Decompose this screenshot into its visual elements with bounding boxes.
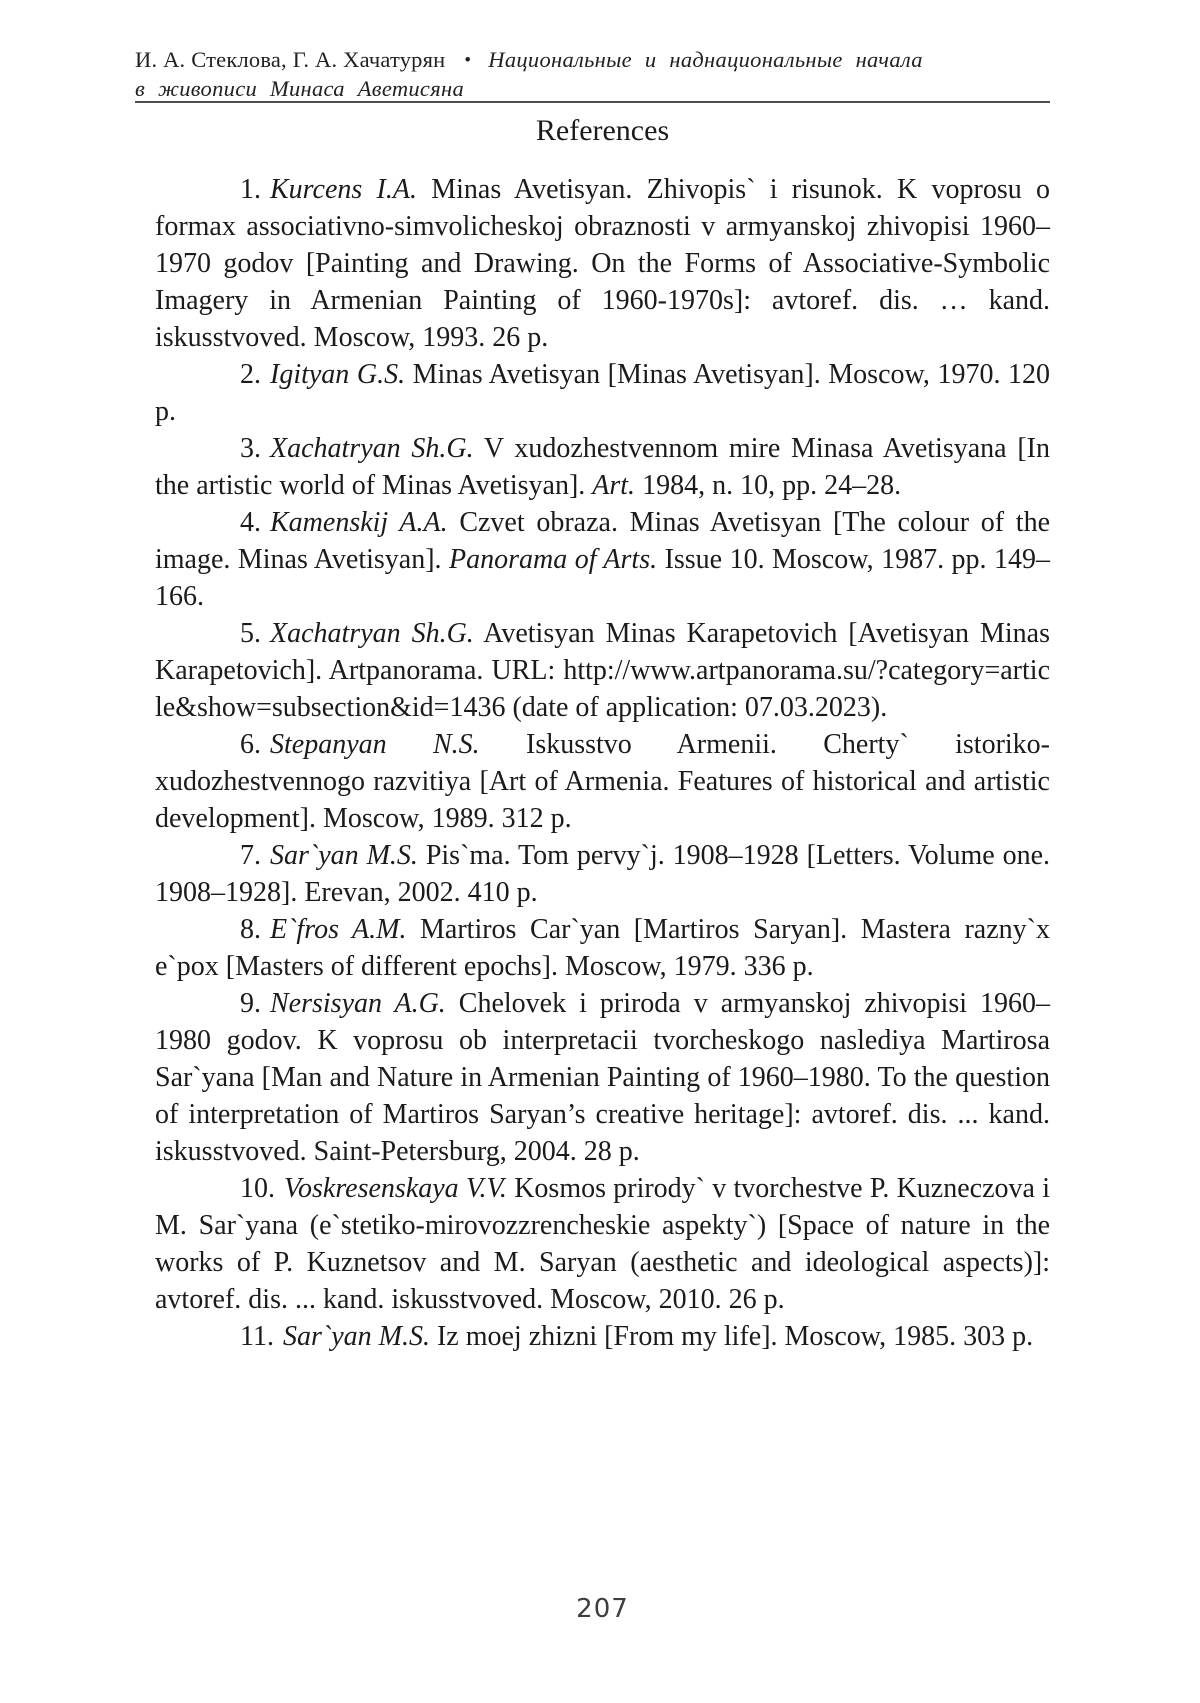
reference-author: Kurcens I.A. — [270, 174, 417, 205]
reference-text: Minas Avetisyan [Minas Avetisyan]. Moscow, 1970. 120 p. — [155, 359, 1050, 427]
reference-item — [155, 985, 1050, 1170]
reference-number: 4. — [240, 507, 261, 538]
reference-author: Voskresenskaya V.V. — [284, 1173, 507, 1204]
header-bullet-separator: • — [464, 50, 472, 71]
reference-number: 9. — [240, 988, 261, 1019]
reference-text: Iz moej zhizni [From my life]. Moscow, 1985. 303 p. — [429, 1321, 1034, 1352]
reference-item — [155, 430, 1050, 504]
reference-text: Czvet obraza. Minas Avetisyan [The colour of the image. Minas Avetisyan]. — [155, 507, 1050, 575]
reference-item — [155, 726, 1050, 837]
references-list — [155, 171, 1050, 1355]
reference-text: (date of application: 07.03.2023). — [505, 692, 888, 723]
reference-number: 6. — [240, 729, 261, 760]
reference-url: http://www.artpanorama.su/?category=article&show=subsection&id=1436 — [155, 655, 1050, 723]
reference-number: 11. — [240, 1321, 274, 1352]
journal-title: Art. — [592, 470, 636, 501]
reference-text: 1984, n. 10, pp. 24–28. — [635, 470, 902, 501]
running-header — [135, 46, 1050, 103]
reference-item — [155, 615, 1050, 726]
reference-number: 8. — [240, 914, 261, 945]
reference-item — [155, 504, 1050, 615]
reference-author: Stepanyan N.S. — [270, 729, 480, 760]
reference-text: Chelovek i priroda v armyanskoj zhivopisi 1960–1980 godov. K voprosu ob interpretacii tvorcheskogo naslediya Martirosa Sar`yana [Man and Nature in Armenian Painting of 1960–1980. To the question of interpretation of Martiros Saryan’s creative heritage]: avtoref. dis. ... kand. iskusstvoved. Saint-Petersburg, 2004. 28 p. — [155, 988, 1050, 1167]
reference-number: 2. — [240, 359, 261, 390]
reference-text: Pis`ma. Tom pervy`j. 1908–1928 [Letters. Volume one. 1908–1928]. Erevan, 2002. 410 p. — [155, 840, 1050, 908]
reference-author: Xachatryan Sh.G. — [270, 618, 474, 649]
reference-number: 5. — [240, 618, 261, 649]
header-work-title-line1: Национальные и наднациональные начала — [488, 47, 923, 72]
reference-item — [155, 1318, 1050, 1355]
reference-item — [155, 911, 1050, 985]
reference-author: Kamenskij A.A. — [270, 507, 448, 538]
section-title: References — [535, 114, 670, 147]
reference-text: Issue 10. Moscow, 1987. pp. 149–166. — [155, 544, 1051, 612]
reference-number: 10. — [240, 1173, 275, 1204]
reference-text: V xudozhestvennom mire Minasa Avetisyana [In the artistic world of Minas Avetisyan]. — [155, 433, 1050, 501]
reference-author: Nersisyan A.G. — [270, 988, 446, 1019]
reference-author: Sar`yan M.S. — [282, 1321, 430, 1352]
reference-author: Igityan G.S. — [270, 359, 406, 390]
reference-text: Kosmos prirody` v tvorchestve P. Kuzneczova i M. Sar`yana (e`stetiko-mirovozzrencheskie aspekty`) [Space of nature in the works of P. Kuznetsov and M. Saryan (aesthetic and ideological aspects)]: avtoref. dis. ... kand. iskusstvoved. Moscow, 2010. 26 p. — [155, 1173, 1050, 1315]
reference-item — [155, 1170, 1050, 1318]
reference-number: 1. — [240, 174, 261, 205]
reference-author: Sar`yan M.S. — [270, 840, 418, 871]
journal-title: Panorama of Arts. — [449, 544, 658, 575]
reference-number: 7. — [240, 840, 261, 871]
reference-text: Iskusstvo Armenii. Cherty` istoriko-xudozhestvennogo razvitiya [Art of Armenia. Features of historical and artistic development]. Moscow, 1989. 312 p. — [155, 729, 1050, 834]
reference-text: Minas Avetisyan. Zhivopis` i risunok. K voprosu o formax associativno-simvolicheskoj obraznosti v armyanskoj zhivopisi 1960–1970 godov [Painting and Drawing. On the Forms of Associative-Symbolic Imagery in Armenian Painting of 1960-1970s]: avtoref. dis. … kand. iskusstvoved. Moscow, 1993. 26 p. — [155, 174, 1050, 353]
reference-item — [155, 356, 1050, 430]
reference-author: Xachatryan Sh.G. — [270, 433, 474, 464]
header-work-title-line2: в живописи Минаса Аветисяна — [135, 76, 464, 101]
reference-item — [155, 837, 1050, 911]
header-divider-rule — [135, 101, 1050, 103]
reference-number: 3. — [240, 433, 261, 464]
reference-item — [155, 171, 1050, 356]
page-number: 207 — [576, 1594, 629, 1624]
reference-author: E`fros A.M. — [270, 914, 407, 945]
reference-text: Avetisyan Minas Karapetovich [Avetisyan Minas Karapetovich]. Artpanorama. URL: — [155, 618, 1050, 686]
reference-text: Martiros Car`yan [Martiros Saryan]. Mastera razny`x e`pox [Masters of different epochs]. Moscow, 1979. 336 p. — [155, 914, 1050, 982]
header-authors: И. А. Стеклова, Г. А. Хачатурян — [135, 47, 446, 72]
